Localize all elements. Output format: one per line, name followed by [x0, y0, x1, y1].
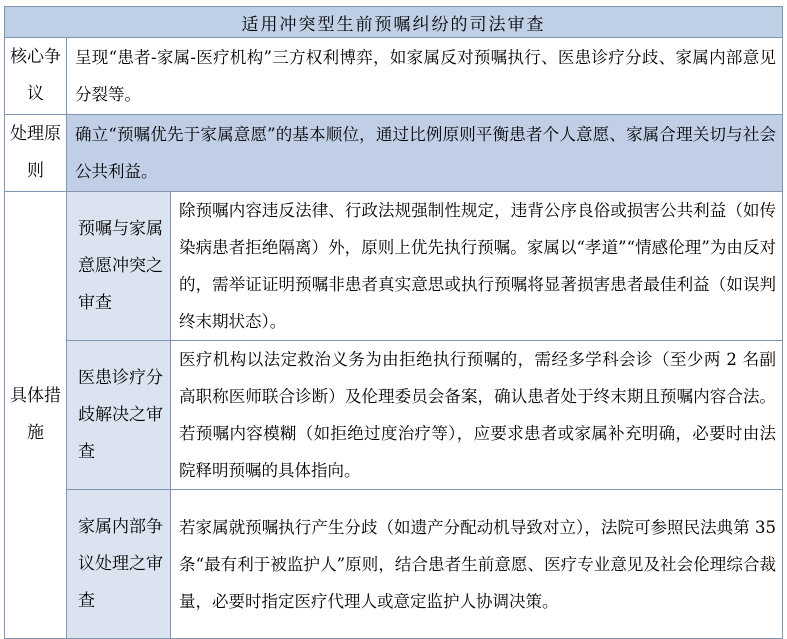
table-row — [5, 38, 783, 115]
table-title: 适用冲突型生前预嘱纠纷的司法审查 — [5, 7, 783, 38]
table-row — [5, 115, 783, 192]
measure-sublabel: 家属内部争议处理之审查 — [67, 490, 171, 639]
measure-text: 除预嘱内容违反法律、行政法规强制性规定，违背公序良俗或损害公共利益（如传染病患者拒绝隔离）外，原则上优先执行预嘱。家属以“孝道”“情感伦理”为由反对的，需举证证明预嘱非患者真实意思或执行预嘱将显著损害患者最佳利益（如误判终末期状态）。 — [171, 192, 783, 341]
measure-sublabel: 预嘱与家属意愿冲突之审查 — [67, 192, 171, 341]
row-label-principle: 处理原则 — [5, 115, 67, 192]
table-row — [5, 341, 783, 490]
table-row — [5, 192, 783, 341]
measure-sublabel: 医患诊疗分歧解决之审查 — [67, 341, 171, 490]
row-label-core-dispute: 核心争议 — [5, 38, 67, 115]
row-text-principle: 确立“预嘱优先于家属意愿”的基本顺位，通过比例原则平衡患者个人意愿、家属合理关切与社会公共利益。 — [67, 115, 783, 192]
row-text-core-dispute: 呈现“患者-家属-医疗机构”三方权利博弈，如家属反对预嘱执行、医患诊疗分歧、家属内部意见分裂等。 — [67, 38, 783, 115]
measure-text: 医疗机构以法定救治义务为由拒绝执行预嘱的，需经多学科会诊（至少两 2 名副高职称医师联合诊断）及伦理委员会备案，确认患者处于终末期且预嘱内容合法。若预嘱内容模糊（如拒绝过度治疗等），应要求患者或家属补充明确，必要时由法院释明预嘱的具体指向。 — [171, 341, 783, 490]
measure-text: 若家属就预嘱执行产生分歧（如遗产分配动机导致对立），法院可参照民法典第 35 条“最有利于被监护人”原则，结合患者生前意愿、医疗专业意见及社会伦理综合裁量，必要时指定医疗代理人或意定监护人协调决策。 — [171, 490, 783, 639]
table-row — [5, 490, 783, 639]
row-label-measures: 具体措施 — [5, 192, 67, 639]
judicial-review-table — [4, 6, 783, 639]
